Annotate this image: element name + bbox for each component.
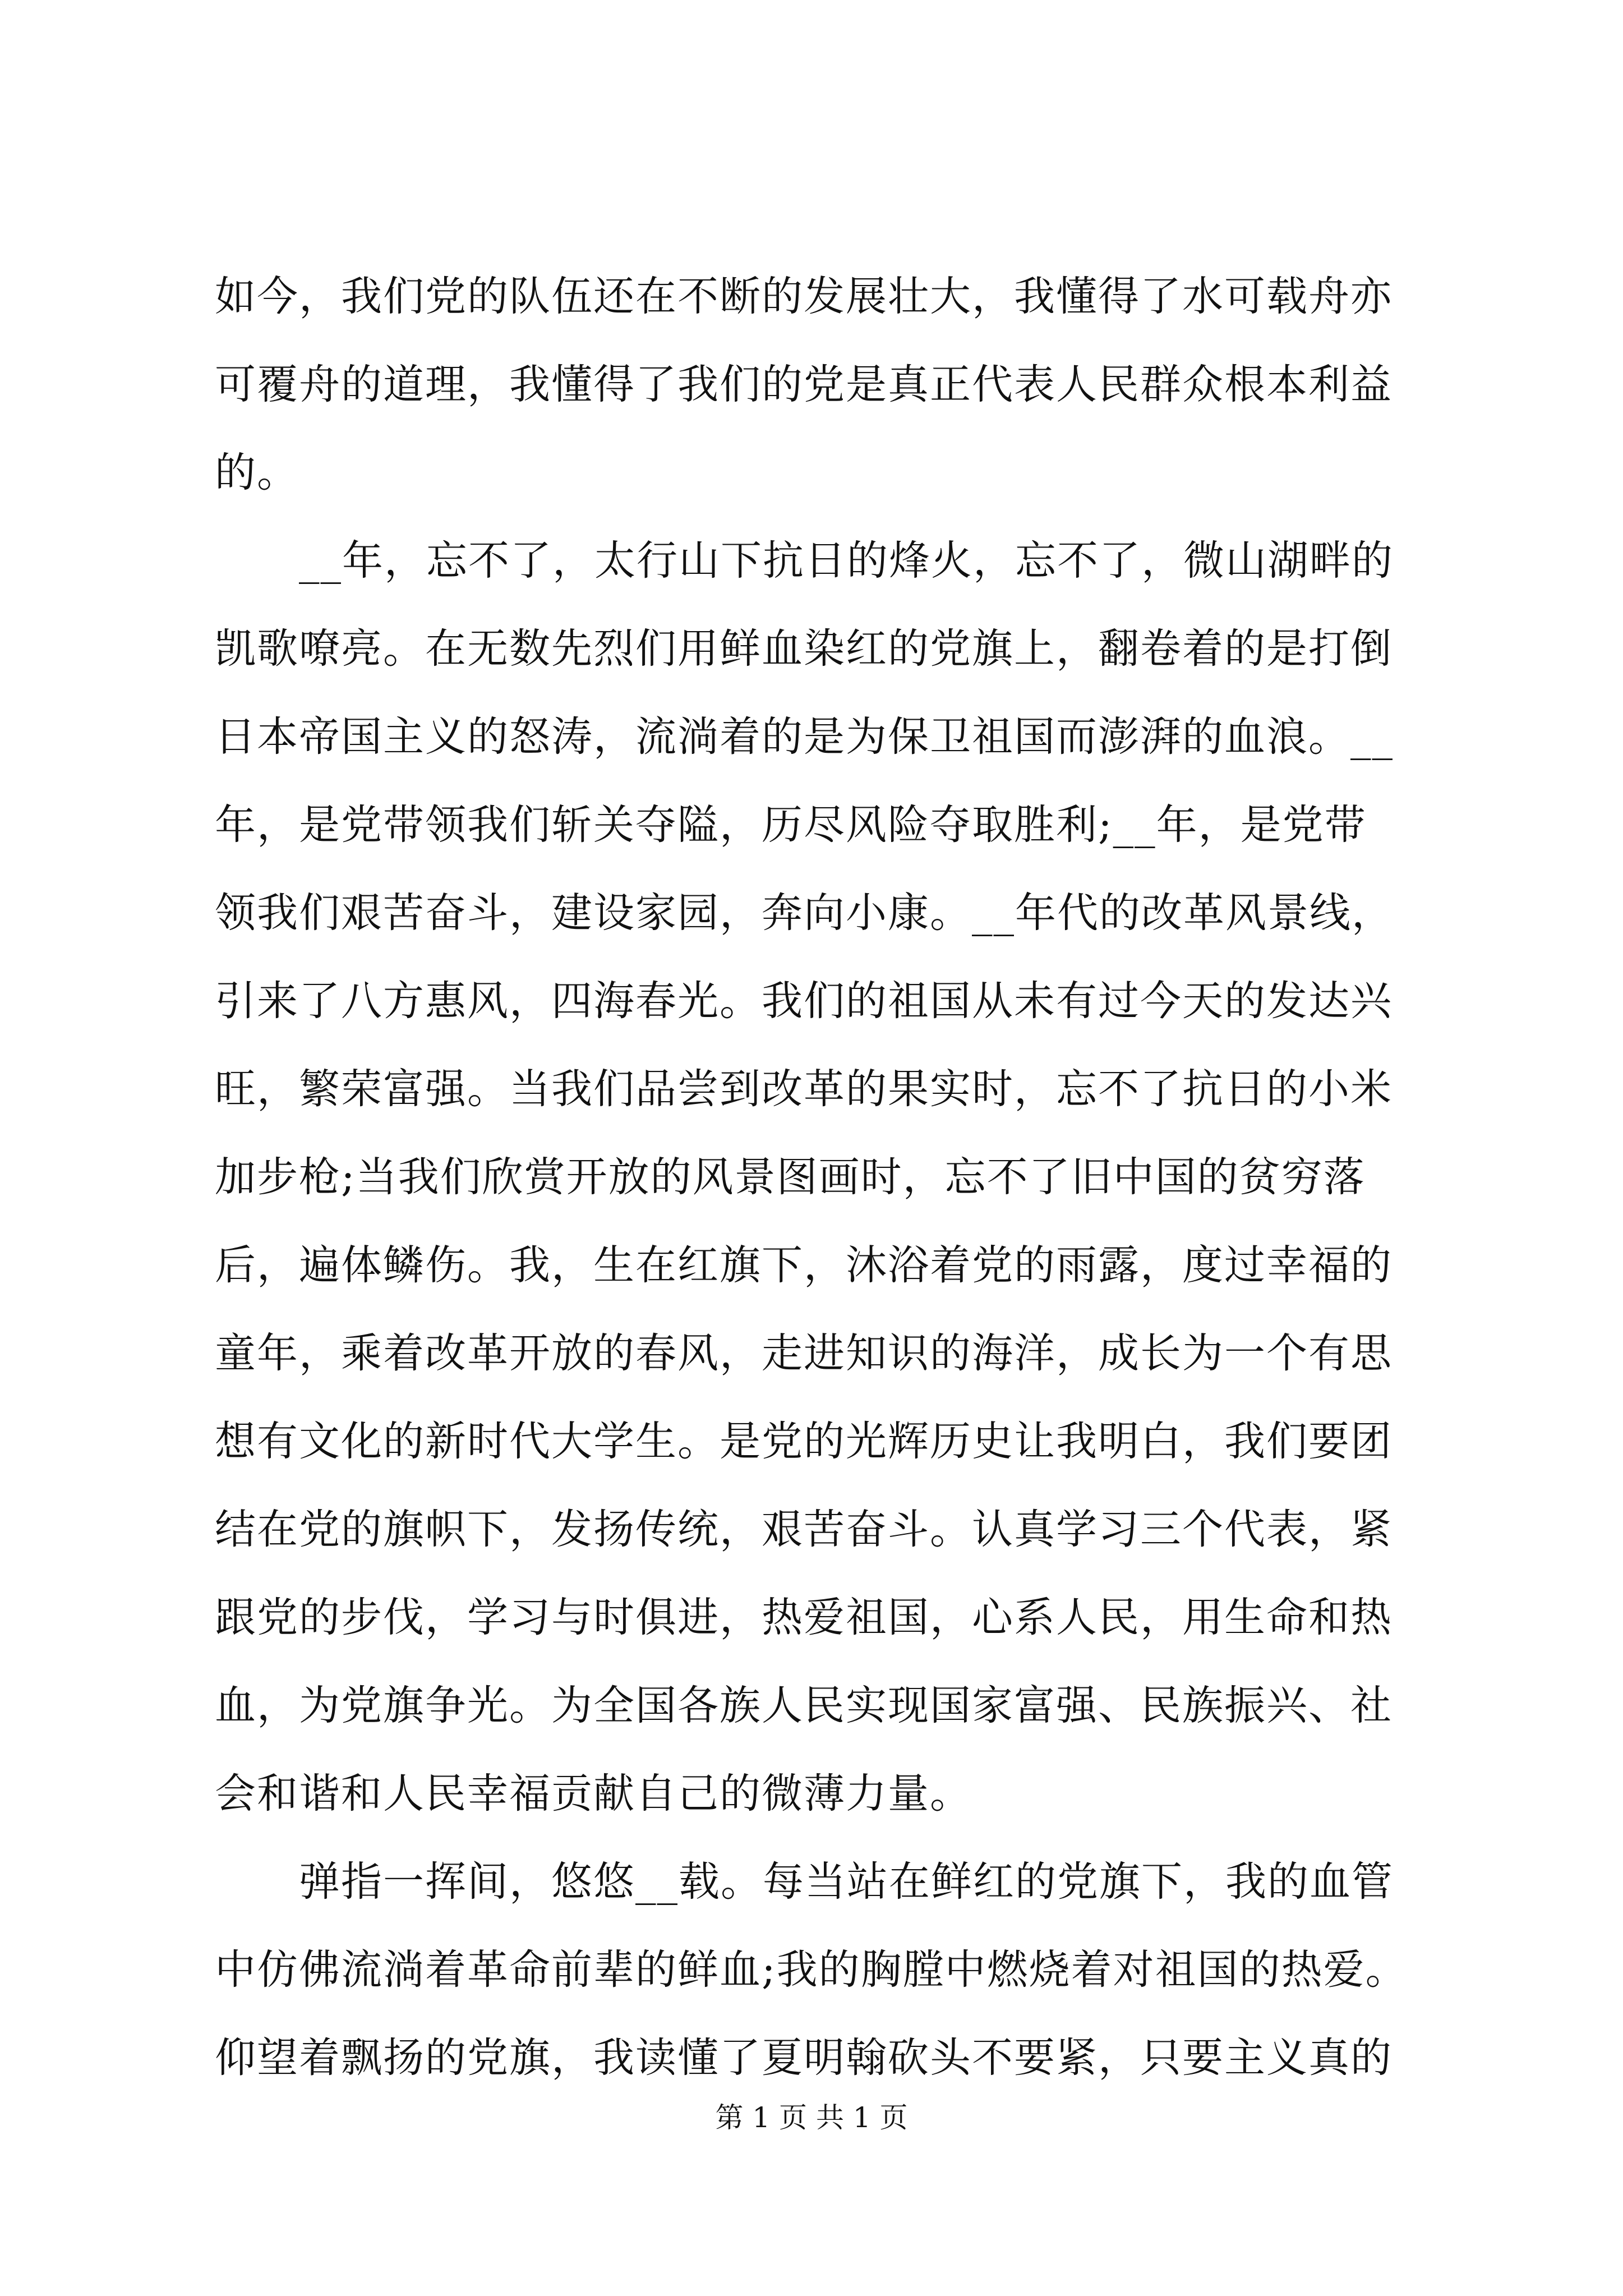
text-line: 血，为党旗争光。为全国各族人民实现国家富强、民族振兴、社 xyxy=(215,1682,1393,1729)
text-line: 可覆舟的道理，我懂得了我们的党是真正代表人民群众根本利益 xyxy=(215,361,1393,408)
text-line: 引来了八方惠风，四海春光。我们的祖国从未有过今天的发达兴 xyxy=(215,977,1393,1025)
text-line: 日本帝国主义的怒涛，流淌着的是为保卫祖国而澎湃的血浪。__ xyxy=(215,713,1394,761)
text-line: 年，是党带领我们斩关夺隘，历尽风险夺取胜利;__年，是党带 xyxy=(215,801,1367,849)
text-line: 后，遍体鳞伤。我，生在红旗下，沐浴着党的雨露，度过幸福的 xyxy=(215,1241,1393,1289)
text-line: __年，忘不了，太行山下抗日的烽火，忘不了，微山湖畔的 xyxy=(215,537,1394,585)
text-line: 弹指一挥间，悠悠__载。每当站在鲜红的党旗下，我的血管 xyxy=(215,1858,1394,1906)
text-line: 凯歌嘹亮。在无数先烈们用鲜血染红的党旗上，翻卷着的是打倒 xyxy=(215,625,1393,673)
text-line: 结在党的旗帜下，发扬传统，艰苦奋斗。认真学习三个代表，紧 xyxy=(215,1506,1393,1553)
text-line: 想有文化的新时代大学生。是党的光辉历史让我明白，我们要团 xyxy=(215,1418,1393,1465)
text-line: 领我们艰苦奋斗，建设家园，奔向小康。__年代的改革风景线， xyxy=(215,889,1394,937)
text-line: 会和谐和人民幸福贡献自己的微薄力量。 xyxy=(215,1770,972,1818)
text-line: 中仿佛流淌着革命前辈的鲜血;我的胸膛中燃烧着对祖国的热爱。 xyxy=(215,1946,1408,1994)
text-line: 的。 xyxy=(215,449,299,496)
text-line: 旺，繁荣富强。当我们品尝到改革的果实时，忘不了抗日的小米 xyxy=(215,1065,1393,1113)
text-line: 如今，我们党的队伍还在不断的发展壮大，我懂得了水可载舟亦 xyxy=(215,273,1393,320)
text-line: 跟党的步伐，学习与时俱进，热爱祖国，心系人民，用生命和热 xyxy=(215,1594,1393,1641)
page-number-footer: 第 1 页 共 1 页 xyxy=(715,2101,908,2134)
text-line: 加步枪;当我们欣赏开放的风景图画时，忘不了旧中国的贫穷落 xyxy=(215,1153,1366,1201)
text-line: 童年，乘着改革开放的春风，走进知识的海洋，成长为一个有思 xyxy=(215,1329,1393,1377)
text-line: 仰望着飘扬的党旗，我读懂了夏明翰砍头不要紧，只要主义真的 xyxy=(215,2034,1393,2082)
